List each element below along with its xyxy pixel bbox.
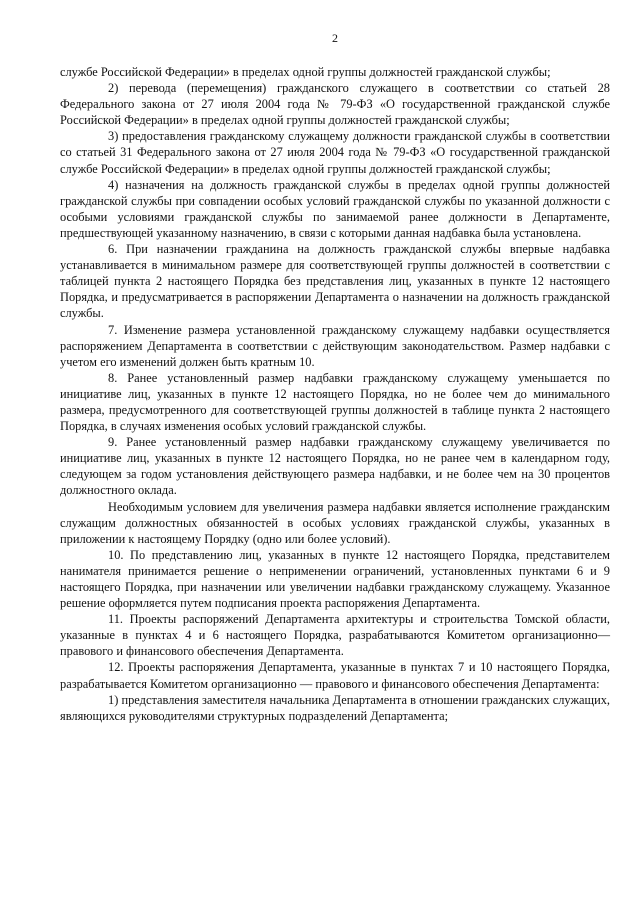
paragraph: 7. Изменение размера установленной гражданскому служащему надбавки осуществляется распоряжением Департамента в соответствии с действующим законодательством. Размер надбавки с учетом его изменений должен быть кратным 10. [60, 322, 610, 369]
paragraph: службе Российской Федерации» в пределах одной группы должностей гражданской службы; [60, 65, 551, 79]
paragraph: 6. При назначении гражданина на должность гражданской службы впервые надбавка устанавливается в минимальном размере для соответствующей группы должностей в соответствии с таблицей пункта 2 настоящего Порядка без представления лиц, указанных в пункте 12 настоящего Порядка, и предусматривается в распоряжении Департамента о назначении на должность гражданской службы. [60, 242, 610, 321]
page-number: 2 [332, 31, 338, 45]
paragraph: 4) назначения на должность гражданской службы в пределах одной группы должностей гражданской службы при совпадении особых условий гражданской службы по указанной должности с особыми условиями гражданской службы по занимаемой ранее должности в Департаменте, предшествующей указанному назначению, в связи с которыми данная надбавка была установлена. [60, 177, 610, 240]
document-body [60, 64, 610, 724]
paragraph: 1) представления заместителя начальника Департамента в отношении гражданских служащих, являющихся руководителями структурных подразделений Департамента; [60, 692, 610, 723]
paragraph: 12. Проекты распоряжения Департамента, указанные в пунктах 7 и 10 настоящего Порядка, разрабатывается Комитетом организационно — правового и финансового обеспечения Департамента: [60, 660, 610, 691]
paragraph: 9. Ранее установленный размер надбавки гражданскому служащему увеличивается по инициативе лиц, указанных в пункте 12 настоящего Порядка, но не ранее чем в календарном году, следующем за годом установления действующего размера надбавки, и не более чем на 30 процентов должностного оклада. [60, 435, 610, 498]
paragraph: Необходимым условием для увеличения размера надбавки является исполнение гражданским служащим должностных обязанностей в особых условиях гражданской службы, указанных в приложении к настоящему Порядку (одно или более условий). [60, 499, 610, 546]
paragraph: 11. Проекты распоряжений Департамента архитектуры и строительства Томской области, указанные в пунктах 4 и 6 настоящего Порядка, разрабатываются Комитетом организационно—правового и финансового обеспечения Департамента. [60, 612, 610, 659]
paragraph: 8. Ранее установленный размер надбавки гражданскому служащему уменьшается по инициативе лиц, указанных в пункте 12 настоящего Порядка, но не более чем до минимального размера, предусмотренного для соответствующей группы должностей в таблице пункта 2 настоящего Порядка, в случаях изменения особых условий гражданской службы. [60, 370, 610, 434]
paragraph: 3) предоставления гражданскому служащему должности гражданской службы в соответствии со статьей 31 Федерального закона от 27 июля 2004 года № 79-ФЗ «О государственной гражданской службе Российской Федерации» в пределах одной группы должностей гражданской службы; [60, 129, 610, 176]
paragraph: 10. По представлению лиц, указанных в пункте 12 настоящего Порядка, представителем нанимателя принимается решение о неприменении ограничений, установленных пунктами 6 и 9 настоящего Порядка, при назначении или увеличении надбавки гражданскому служащему. Указанное решение оформляется путем подписания проекта распоряжения Департамента. [60, 547, 610, 611]
paragraph: 2) перевода (перемещения) гражданского служащего в соответствии со статьей 28 Федерального закона от 27 июля 2004 года № 79-ФЗ «О государственной гражданской службе Российской Федерации» в пределах одной группы должностей гражданской службы; [60, 81, 610, 128]
